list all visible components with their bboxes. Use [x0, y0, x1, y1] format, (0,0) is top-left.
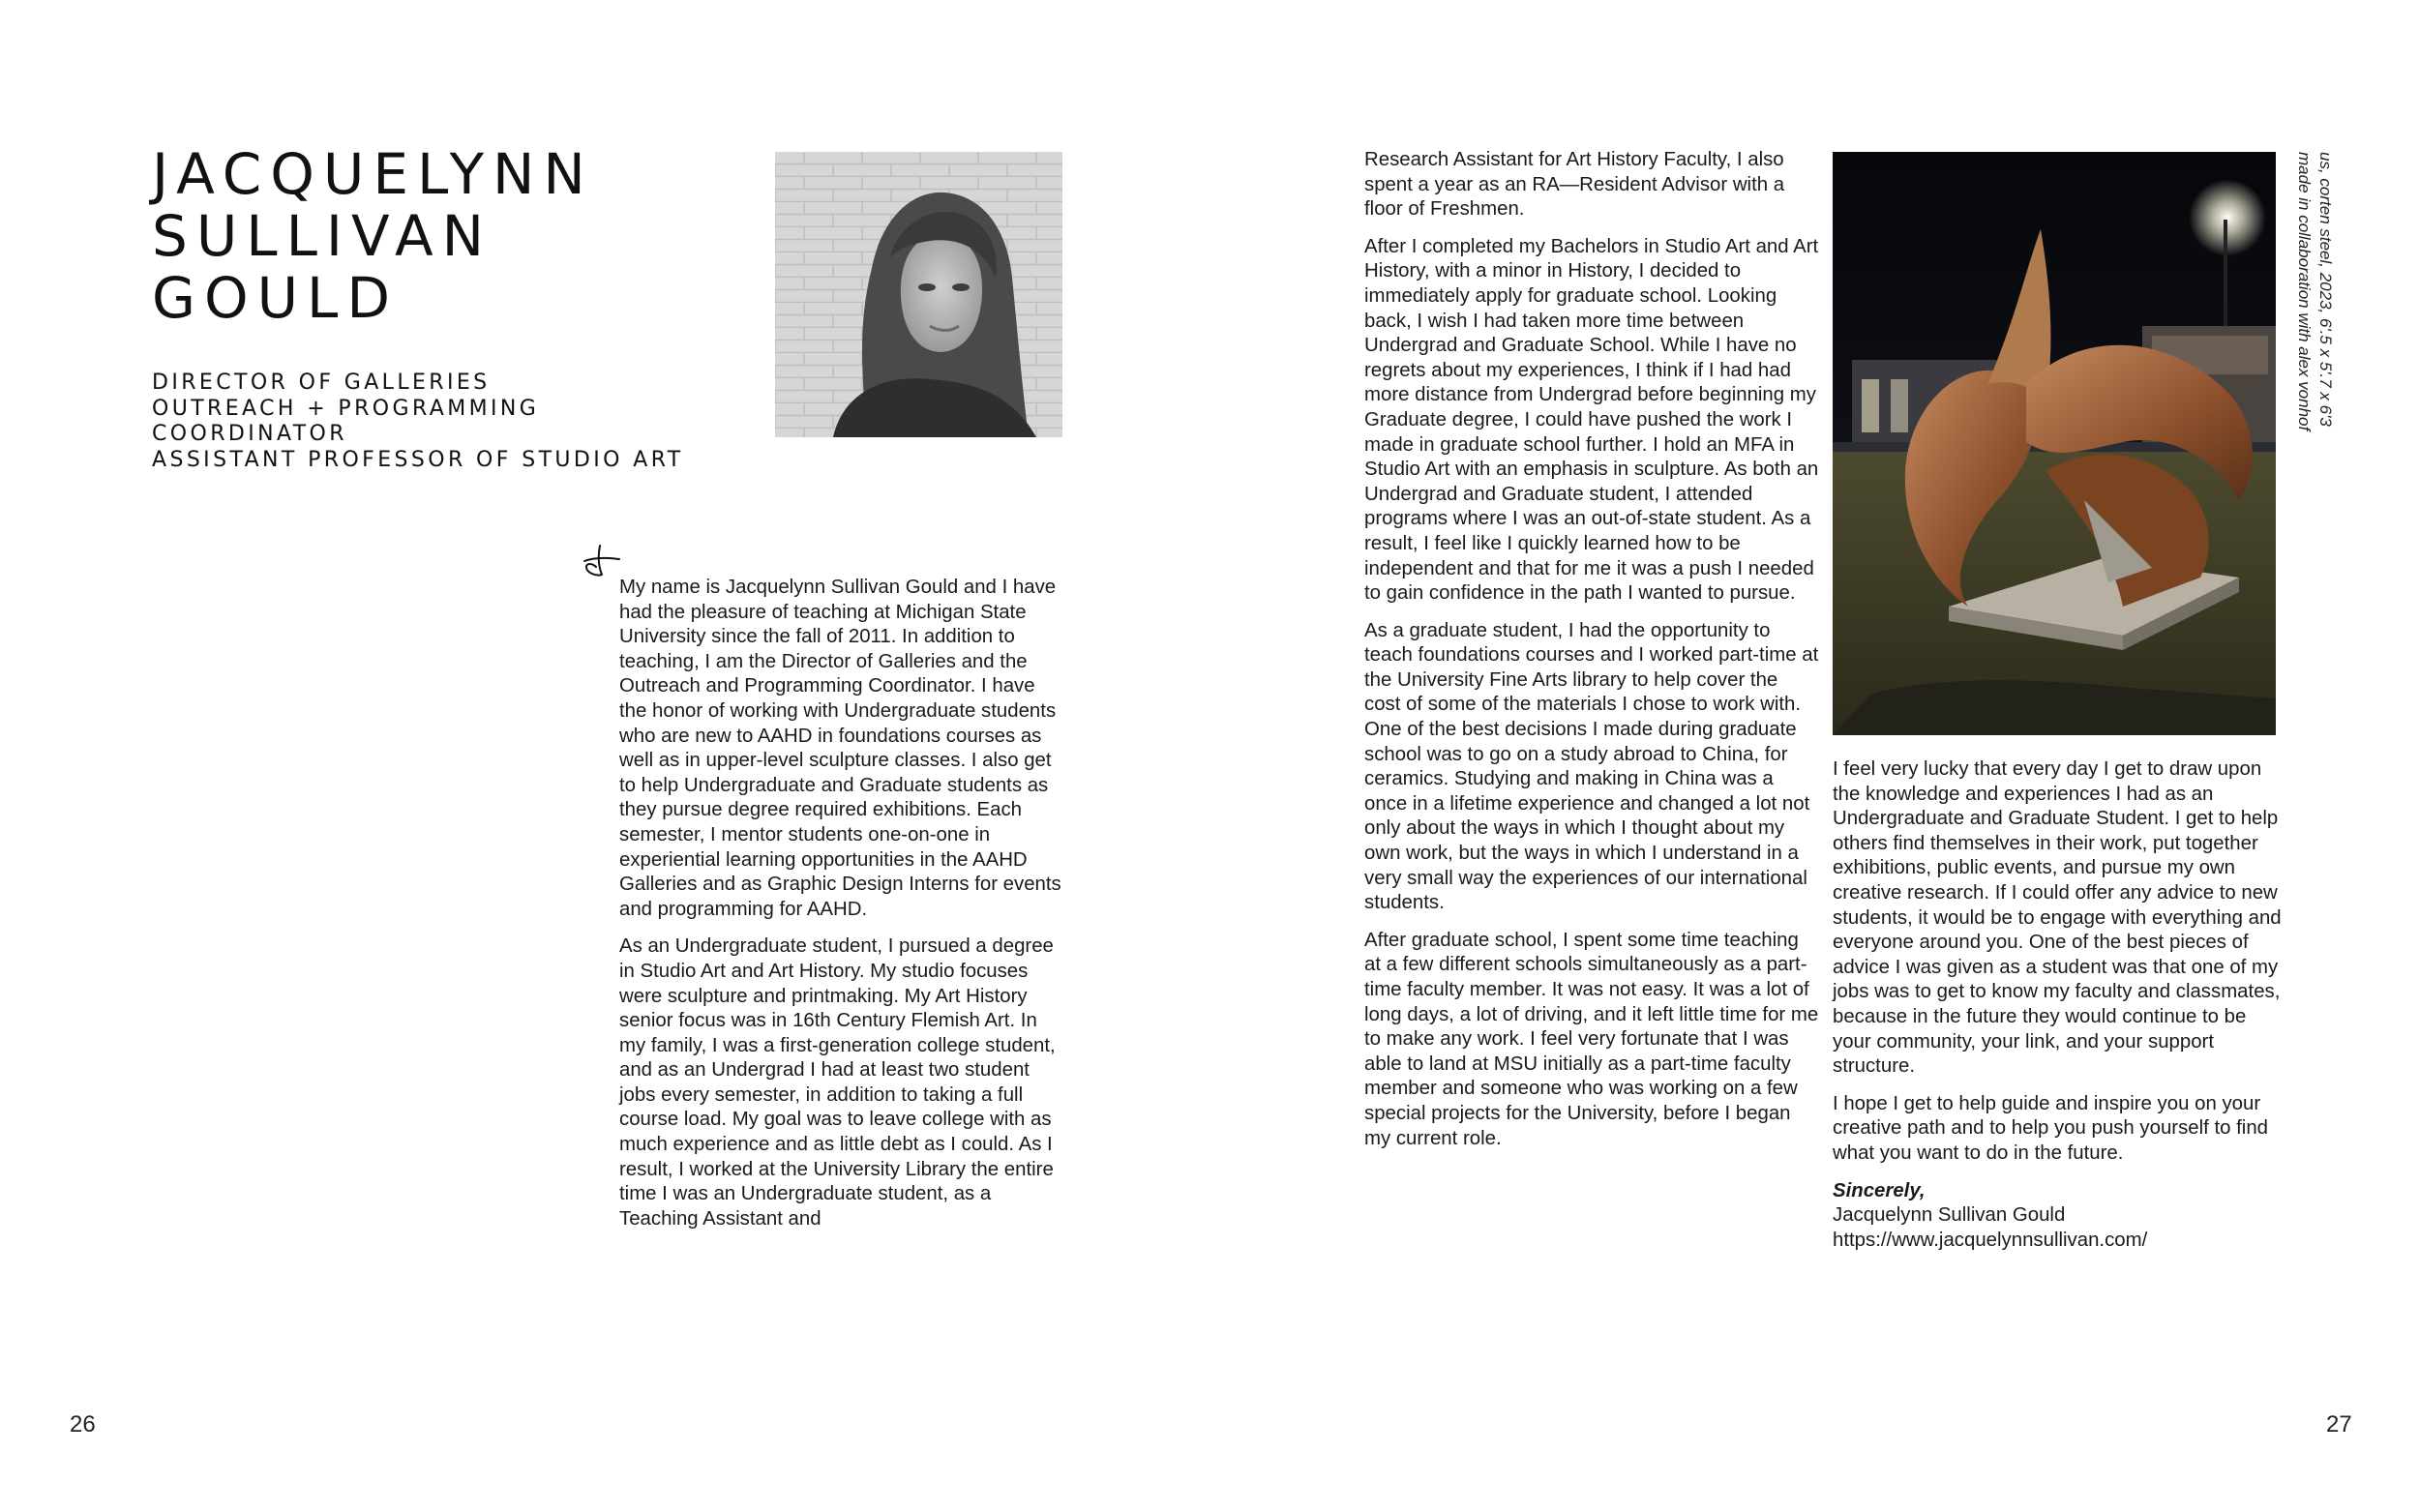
closing: Sincerely, [1833, 1179, 1926, 1201]
page-number-left: 26 [70, 1411, 96, 1438]
paragraph: As a graduate student, I had the opportunity to teach foundations courses and I worked part-time at the University Fine Arts library to help cover the cost of some of the materials I chose to work with. One of the best decisions I made during graduate school was to go on a study abroad to China, for ceramics. Studying and making in China was a once in a lifetime experience and changed a lot not only about the ways in which I thought about my own work, but the ways in which I understand in a very small way the experiences of our international students. [1364, 619, 1819, 914]
portrait-photo [775, 152, 1062, 437]
name-line-3: GOULD [152, 265, 400, 331]
sculpture-image [1833, 152, 2276, 735]
paragraph: After I completed my Bachelors in Studio Art and Art History, with a minor in History, I decided to immediately apply for graduate school. Looking back, I wish I had taken more time between Undergrad and Graduate School. While I have no regrets about my experiences, I think if I had had more distance from Undergrad before beginning my Graduate degree, I could have pushed the work I made in graduate school further. I hold an MFA in Studio Art with an emphasis in sculpture. As both an Undergrad and Graduate student, I attended programs where I was an out-of-state student. As a result, I feel like I quickly learned how to be independent and that for me it was a push I needed to gain confidence in the path I wanted to pursue. [1364, 235, 1819, 605]
paragraph: As an Undergraduate student, I pursued a degree in Studio Art and Art History. My studio focuses were sculpture and printmaking. My Art History senior focus was in 16th Century Flemish Art. In my family, I was a first-generation college student, and as an Undergrad I had at least two student jobs every semester, in addition to taking a full course load. My goal was to leave college with as much experience and as little debt as I could. As I result, I worked at the University Library the entire time I was an Undergraduate student, as a Teaching Assistant and [619, 935, 1056, 1230]
flourish-icon [581, 542, 623, 578]
signature-name: Jacquelynn Sullivan Gould [1833, 1204, 2066, 1227]
website-link[interactable]: https://www.jacquelynnsullivan.com/ [1833, 1229, 2148, 1251]
profile-name [152, 143, 594, 329]
role-line: COORDINATOR [152, 422, 347, 446]
sculpture-photo [1833, 152, 2276, 735]
image-caption: us, corten steel, 2023, 6'.5 x 5'.7 x 6'3 made in collaboration with alex vonhof [2295, 152, 2335, 431]
paragraph: After graduate school, I spent some time teaching at a few different schools simultaneously as a part-time faculty member. It was not easy. It was a lot of long days, a lot of driving, and it left little time for me to make any work. I feel very fortunate that I was able to land at MSU initially as a part-time faculty member and someone who was working on a few special projects for the University, before I began my current role. [1364, 929, 1819, 1149]
paragraph: Research Assistant for Art History Faculty, I also spent a year as an RA—Resident Advisor with a floor of Freshmen. [1364, 149, 1785, 221]
role-line: DIRECTOR OF GALLERIES [152, 371, 491, 395]
role-line: OUTREACH + PROGRAMMING [152, 396, 540, 421]
portrait-image [775, 152, 1062, 437]
paragraph: My name is Jacquelynn Sullivan Gould and I have had the pleasure of teaching at Michigan State University since the fall of 2011. In addition to teaching, I am the Director of Galleries and the Outreach and Programming Coordinator. I have the honor of working with Undergraduate students who are new to AAHD in foundations courses as well as in upper-level sculpture classes. I also get to help Undergraduate and Graduate students as they pursue degree required exhibitions. Each semester, I mentor students one-on-one in experiential learning opportunities in the AAHD Galleries and as Graphic Design Interns for events and programming for AAHD. [619, 577, 1061, 920]
paragraph: I feel very lucky that every day I get to draw upon the knowledge and experiences I had as an Undergraduate and Graduate Student. I get to help others find themselves in their work, put together exhibitions, public events, and pursue my own creative research. If I could offer any advice to new students, it would be to engage with everything and everyone around you. One of the best pieces of advice I was given as a student was that one of my jobs was to get to know my faculty and classmates, because in the future they would continue to be your community, your link, and your support structure. [1833, 758, 2282, 1078]
name-line-2: SULLIVAN [152, 203, 493, 269]
profile-roles [152, 371, 684, 473]
page-number-right: 27 [2326, 1411, 2352, 1438]
name-line-1: JACQUELYNN [152, 141, 594, 207]
body-column-2 [1364, 148, 1819, 1164]
body-column-3 [1833, 757, 2287, 1253]
role-line: ASSISTANT PROFESSOR OF STUDIO ART [152, 447, 684, 472]
paragraph: I hope I get to help guide and inspire you on your creative path and to help you push yourself to find what you want to do in the future. [1833, 1092, 2269, 1164]
body-column-1 [619, 576, 1064, 1244]
